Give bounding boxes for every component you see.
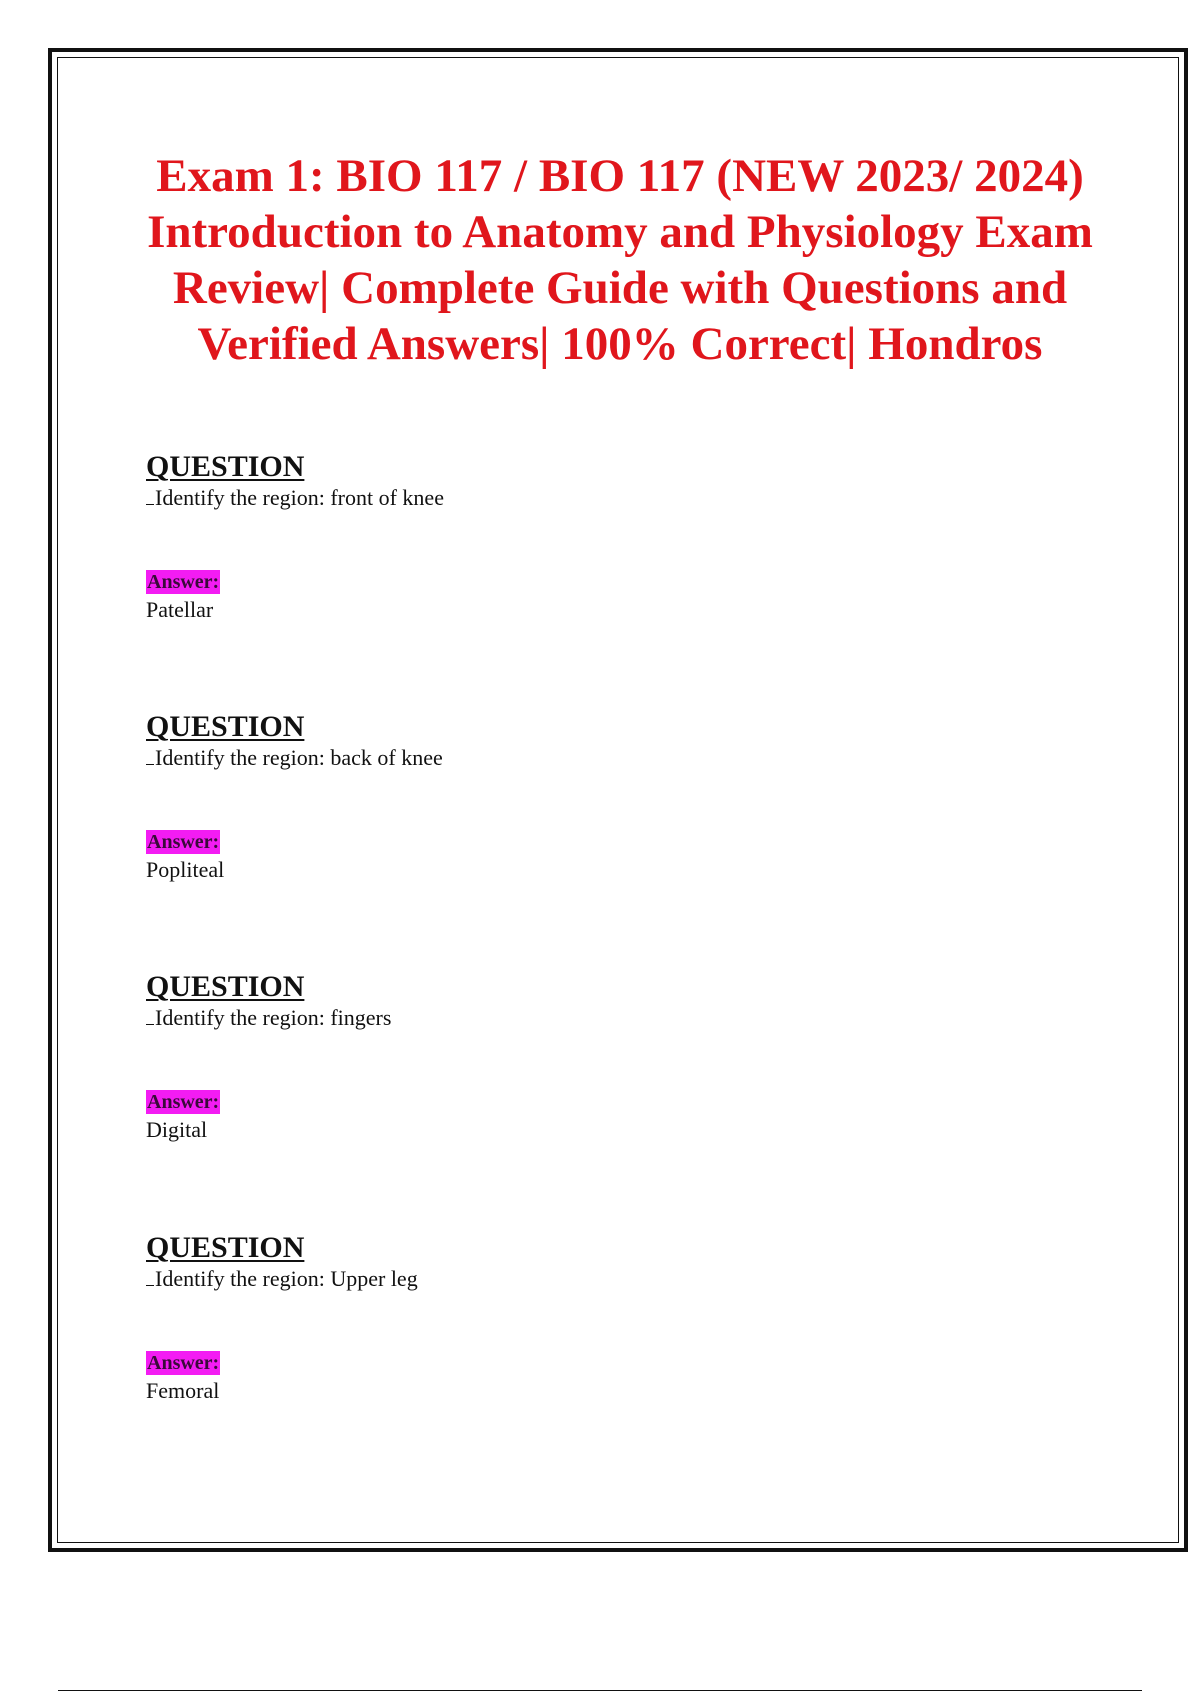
question-marker — [146, 744, 154, 765]
question-text: Identify the region: front of knee — [155, 485, 444, 510]
question-text: Identify the region: Upper leg — [155, 1266, 418, 1291]
question-text-row — [146, 1004, 1046, 1032]
answer-label: Answer: — [147, 831, 220, 853]
footer-rule — [58, 1690, 1142, 1691]
answer-label: Answer: — [147, 1091, 220, 1113]
question-marker — [146, 484, 154, 505]
qa-item — [146, 450, 1046, 624]
qa-item — [146, 970, 1046, 1144]
document-title: Exam 1: BIO 117 / BIO 117 (NEW 2023/ 2024) Introduction to Anatomy and Physiology Exam Review| Complete Guide with Questions and Verified Answers| 100% Correct| Hondros — [147, 150, 1093, 370]
question-text: Identify the region: fingers — [155, 1005, 392, 1030]
answer-text: Patellar — [146, 597, 214, 622]
question-marker — [146, 1265, 154, 1286]
question-text-row — [146, 1265, 1046, 1293]
answer-label: Answer: — [147, 1352, 220, 1374]
answer-text: Popliteal — [146, 857, 225, 882]
question-heading: QUESTION — [146, 710, 305, 743]
question-heading: QUESTION — [146, 1231, 305, 1264]
answer-text: Femoral — [146, 1378, 220, 1403]
qa-item — [146, 1231, 1046, 1405]
question-heading: QUESTION — [146, 450, 305, 483]
question-text: Identify the region: back of knee — [155, 745, 443, 770]
answer-text: Digital — [146, 1117, 208, 1142]
question-marker — [146, 1004, 154, 1025]
answer-label: Answer: — [147, 571, 220, 593]
question-text-row — [146, 744, 1046, 772]
question-heading: QUESTION — [146, 970, 305, 1003]
qa-item — [146, 710, 1046, 884]
question-text-row — [146, 484, 1046, 512]
